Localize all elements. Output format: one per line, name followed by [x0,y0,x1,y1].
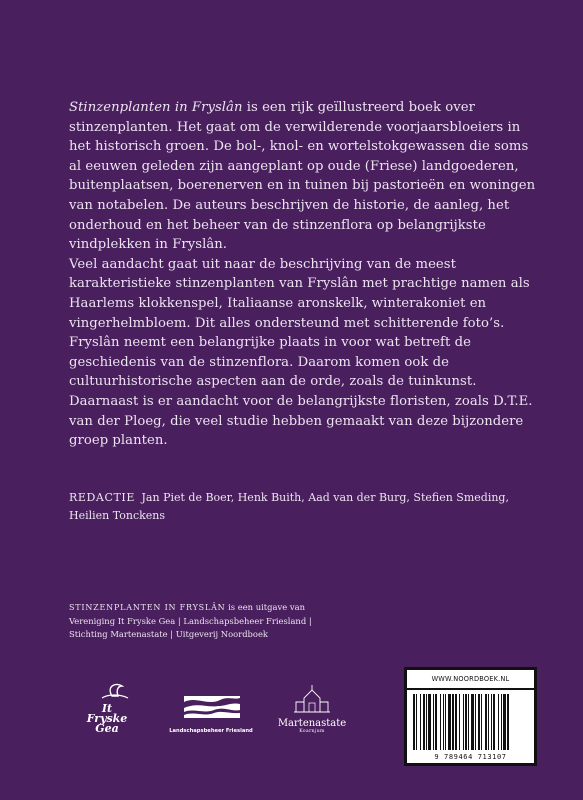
blurb-paragraph-2: Veel aandacht gaat uit naar de beschrijving van de meest karakteristieke stinzenplanten van Fryslân met prachtige namen als Haarlems klokkenspel, Italiaanse aronskelk, winterakoniet en vingerhelmbloem. Dit alles ondersteund met schitterende foto’s. [69,256,530,331]
estate-building-icon [276,684,348,714]
gea-logo-word-1: It [101,702,113,715]
barcode-bar [435,694,437,750]
publisher-line-3: Stichting Martenastate | Uitgeverij Noordboek [69,629,268,639]
martenastate-logo [276,684,348,740]
publisher-info [69,601,369,642]
barcode-bar [507,694,509,750]
gea-bird-icon [76,680,138,700]
barcode-bar [413,694,415,750]
barcode-bar [455,694,457,750]
barcode-bar [443,694,444,750]
blurb-paragraph-3: Fryslân neemt een belangrijke plaats in voor wat betreft de geschiedenis van de stinzenflora. Daarom komen ook de cultuurhistorische aspecten aan de orde, zoals de tuinkunst. Daarnaast is er aandacht voor de belangrijkste floristen, zoals D.T.E. van der Ploeg, die veel studie hebben gemaakt van deze bijzondere groep planten. [69,335,533,449]
barcode-bar [448,694,451,750]
barcode-bar [465,694,467,750]
editors-label: REDACTIE [69,491,136,504]
barcode-bar [478,694,480,750]
barcode-bar [501,694,502,750]
barcode-bar [481,694,482,750]
barcode-bar [428,694,431,750]
publisher-line-2: Vereniging It Fryske Gea | Landschapsbeheer Friesland | [69,615,312,626]
barcode-bar [445,694,446,750]
landscape-wave-icon [168,692,254,722]
blurb-text [69,98,539,451]
barcode-bar [423,694,425,750]
barcode-bar [463,694,464,750]
barcode-bar [491,694,492,750]
barcode-bar [452,694,454,750]
isbn-digits: 9 789464 713107 [434,753,507,761]
barcode-bar [503,694,506,750]
blurb-paragraph-1 [69,98,539,255]
barcode-bar [498,694,499,750]
barcode-bar [485,694,487,750]
barcode-bars [413,694,528,750]
barcode-bar [416,694,417,750]
it-fryske-gea-logo [76,680,138,742]
editors-names: Jan Piet de Boer, Henk Buith, Aad van der Burg, Stefien Smeding, Heilien Tonckens [69,491,509,522]
martenastate-logo-name: Martenastate [277,718,347,729]
barcode-bar [433,694,434,750]
martenastate-logo-place: Koarnjum [299,729,325,734]
editors-credit [69,489,539,524]
book-title-italic: Stinzenplanten in Fryslân [69,100,243,115]
gea-logo-word-2: Fryske [86,712,128,725]
publisher-line-1-rest: is een uitgave van [225,602,305,612]
barcode-bar [459,694,460,750]
lbf-logo-caption: Landschapsbeheer Friesland [169,728,253,734]
landschapsbeheer-friesland-logo [168,692,254,736]
gea-logo-word-3: Gea [95,722,119,735]
barcode-bar [493,694,495,750]
barcode-bar [475,694,476,750]
publisher-book-title: STINZENPLANTEN IN FRYSLÂN [69,603,226,612]
barcode-bar [440,694,441,750]
blurb-paragraph-1-rest: is een rijk geïllustreerd boek over stinzenplanten. Het gaat om de verwilderende voorjaarsbloeiers in het historisch groen. De bol-, knol- en wortelstokgewassen die soms al eeuwen geleden zijn aangeplant op oude (Friese) landgoederen, buitenplaatsen, boerenerven en in tuinen bij pastorieën en woningen van notabelen. De auteurs beschrijven de historie, de aanleg, het onderhoud en het beheer van de stinzenflora op belangrijkste vindplekken in Fryslân. [69,100,536,253]
barcode-bar [488,694,489,750]
partner-logos [76,680,376,750]
isbn-barcode [404,667,537,766]
barcode-bar [471,694,474,750]
barcode-bar [426,694,427,750]
barcode-bar [468,694,469,750]
publisher-website: WWW.NOORDBOEK.NL [407,670,534,690]
publisher-line-1 [69,601,369,615]
barcode-bar [420,694,421,750]
